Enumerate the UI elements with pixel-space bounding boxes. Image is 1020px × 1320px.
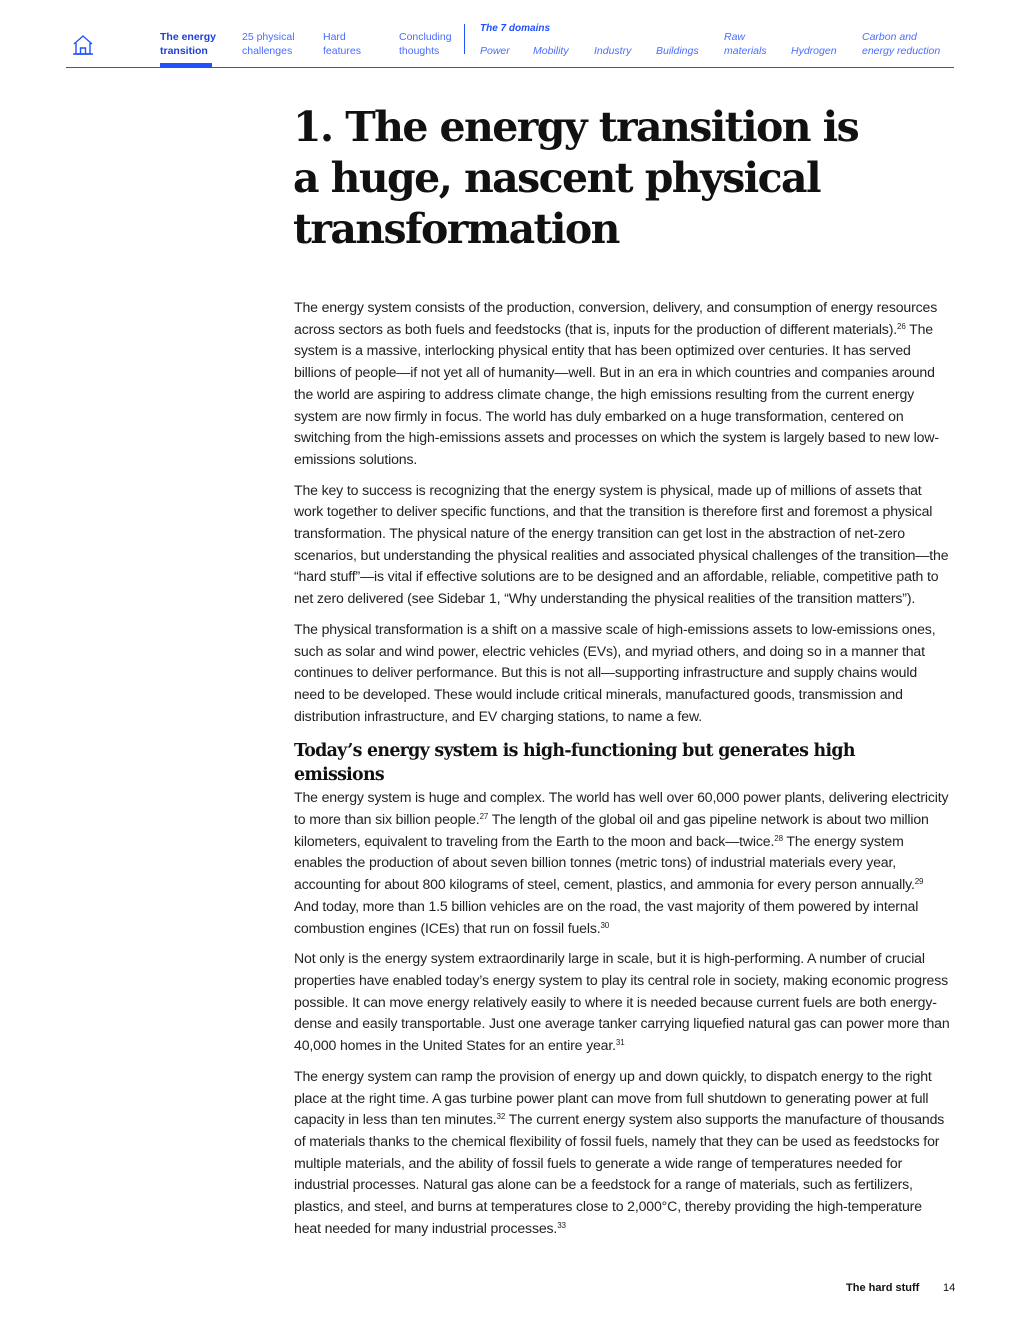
- paragraph-text: The energy system can ramp the provision of energy up and down quickly, to dispatch energy to the right place at the right time. A gas turbine power plant can move from full shutdown to generating power at full capacity in less than ten minutes.: [294, 1067, 932, 1128]
- domain-tab-industry[interactable]: [594, 30, 631, 58]
- nav-tab-label-line2: transition: [160, 45, 208, 57]
- page-number: 14: [943, 1282, 956, 1294]
- domain-tab-power[interactable]: [480, 30, 510, 58]
- domain-label-line2: Hydrogen: [791, 45, 837, 57]
- paragraph-text: Not only is the energy system extraordinarily large in scale, but it is high-performing. A number of crucial properties have enabled today’s energy system to play its central role in society, making economic progress possible. It can move energy relatively easily to where it is needed because current fuels are both energy-dense and easily transportable. Just one average tanker carrying liquefied natural gas can power more than 40,000 homes in the United States for an entire year.: [294, 950, 950, 1054]
- domain-label-line2: Power: [480, 45, 510, 57]
- paragraph-text: The energy system is huge and complex. The world has well over 60,000 power plants, delivering electricity to more than six billion people.: [294, 789, 949, 828]
- domain-label-line1: [594, 30, 631, 44]
- paragraph: [294, 787, 950, 939]
- paragraph-text: The energy system consists of the production, conversion, delivery, and consumption of energy resources across sectors as both fuels and feedstocks (that is, inputs for the production of different materials).: [294, 299, 938, 337]
- nav-tab-label-line1: The energy: [160, 31, 217, 43]
- domain-label-line1: [656, 30, 699, 44]
- nav-tab-hard-features[interactable]: [323, 30, 361, 58]
- footnote-ref[interactable]: 27: [479, 812, 489, 822]
- paragraph-text: And today, more than 1.5 billion vehicles are on the road, the vast majority of them powered by internal combustion engines (ICEs) that run on fossil fuels.: [294, 897, 919, 936]
- nav-tab-energy-transition[interactable]: [160, 30, 216, 58]
- footnote-ref[interactable]: 28: [774, 833, 783, 843]
- domain-tab-carbon-energy-reduction[interactable]: [862, 30, 940, 58]
- domain-tab-hydrogen[interactable]: [791, 30, 837, 58]
- footnote-ref[interactable]: 31: [615, 1038, 625, 1048]
- domain-label-line2: Buildings: [656, 45, 699, 57]
- footnote-ref[interactable]: 30: [600, 920, 610, 930]
- domain-tab-mobility[interactable]: [533, 30, 569, 58]
- domain-tab-buildings[interactable]: [656, 30, 699, 58]
- domain-label-line1: [480, 30, 510, 44]
- paragraph: The key to success is recognizing that the energy system is physical, made up of millions of assets that work together to deliver specific functions, and that the transition is therefore first and foremost a physical transformation. The physical nature of the energy transition can get lost in the abstraction of net-zero scenarios, but understanding the physical realities and associated physical challenges of the transition—the “hard stuff”—is vital if effective solutions are to be designed and an affordable, reliable, competitive path to net zero delivered (see Sidebar 1, “Why understanding the physical realities of the transition matters”).: [294, 481, 949, 607]
- domain-label-line2: Mobility: [533, 45, 569, 57]
- footnote-ref[interactable]: 33: [557, 1220, 566, 1230]
- paragraph-text: The energy system enables the production of about seven billion tonnes (metric tons) of industrial materials every year, accounting for about 800 kilograms of steel, cement, plastics, and ammonia for every person annually.: [294, 832, 915, 893]
- footnote-ref[interactable]: 32: [496, 1112, 506, 1122]
- domain-label-line1: Carbon and: [862, 31, 917, 43]
- footer-report-title: The hard stuff: [846, 1282, 920, 1294]
- domain-tab-raw-materials[interactable]: [724, 30, 767, 58]
- nav-tab-concluding-thoughts[interactable]: [399, 30, 452, 58]
- page-title: [293, 102, 913, 255]
- title-line-2: a huge, nascent physical: [293, 154, 820, 202]
- top-navigation: [0, 0, 1020, 70]
- paragraph: [294, 948, 950, 1057]
- domain-label-line2: Industry: [594, 45, 632, 57]
- footnote-ref[interactable]: 26: [897, 321, 906, 331]
- footnote-ref[interactable]: 29: [914, 877, 924, 887]
- domain-label-line1: [533, 30, 569, 44]
- title-line-3: transformation: [293, 205, 619, 253]
- nav-tab-label-line2: features: [323, 45, 361, 57]
- paragraph-text: The system is a massive, interlocking physical entity that has been optimized over centuries. It has served billions of people—if not yet all of humanity—well. But in an era in which countries and companies around the world are aspiring to address climate change, the high emissions resulting from the current energy system are now firmly in focus. The world has duly embarked on a huge transformation, centered on switching from the high-emissions assets and processes on which the system is largely based to new low-emissions solutions.: [294, 320, 939, 467]
- paragraph: The physical transformation is a shift on a massive scale of high-emissions assets to low-emissions ones, such as solar and wind power, electric vehicles (EVs), and myriad others, and doing so in a manner that continues to deliver performance. But this is not all—supporting infrastructure and supply chains would need to be developed. These would include critical minerals, manufactured goods, transmission and distribution infrastructure, and EV charging stations, to name a few.: [294, 620, 936, 724]
- nav-tab-label-line2: thoughts: [399, 45, 440, 57]
- paragraph-text: The current energy system also supports the manufacture of thousands of materials thanks to the chemical flexibility of fossil fuels, namely that they can be used as feedstocks for multiple materials, and the ability of fossil fuels to generate a wide range of temperatures needed for industrial processes. Natural gas alone can be a feedstock for a range of materials, such as fertilizers, plastics, and steel, and burns at temperatures close to 2,000°C, thereby providing the high-temperature heat needed for many industrial processes.: [294, 1111, 945, 1236]
- domain-label-line1: Raw: [724, 31, 746, 43]
- paragraph: [294, 297, 950, 471]
- domains-heading: The 7 domains: [480, 23, 551, 34]
- domain-label-line1: [791, 30, 837, 44]
- nav-divider: [464, 24, 465, 54]
- paragraph-text: The length of the global oil and gas pipeline network is about two million kilometers, equivalent to traveling from the Earth to the moon and back—twice.: [294, 811, 929, 849]
- nav-tab-label-line2: challenges: [242, 45, 293, 57]
- title-line-1: 1. The energy transition is: [293, 103, 859, 151]
- nav-tab-label-line1: 25 physical: [242, 31, 295, 43]
- paragraph: [294, 1066, 950, 1240]
- section-heading: Today’s energy system is high-functioning but generates high emissions: [294, 741, 855, 786]
- nav-underline: [66, 67, 954, 68]
- nav-tab-label-line1: Hard: [323, 31, 346, 43]
- nav-tab-physical-challenges[interactable]: [242, 30, 295, 58]
- domain-label-line2: materials: [724, 45, 767, 57]
- article-body: [294, 297, 950, 1248]
- home-icon[interactable]: [72, 33, 94, 57]
- domain-label-line2: energy reduction: [862, 45, 941, 57]
- nav-tab-label-line1: Concluding: [399, 31, 452, 43]
